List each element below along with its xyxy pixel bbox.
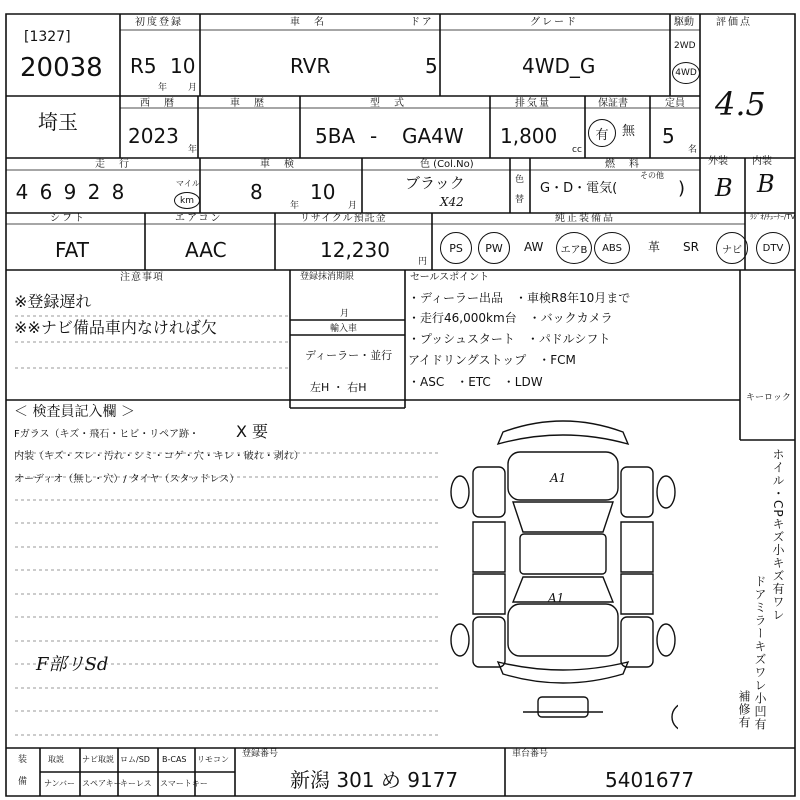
label-notes: 注意事項	[120, 272, 164, 283]
label-warranty: 保証書	[598, 98, 628, 109]
fuel-text: G・D・電気(	[540, 181, 618, 196]
label-equipment: 純正装備品	[555, 213, 615, 224]
import-title: 輸入車	[330, 324, 358, 334]
warranty-no: 無	[622, 124, 636, 139]
label-inspector: ＜ 検査員記入欄 ＞	[14, 404, 135, 420]
label-inspection: 車 歴	[230, 98, 266, 109]
bottom-label-navi-manual: ナビ取説	[82, 755, 114, 764]
label-fuel: 燃 料	[605, 159, 641, 170]
recycle: 12,230	[320, 238, 390, 262]
equipment-leather: 革	[648, 240, 661, 254]
equipment-label: PW	[485, 241, 503, 255]
color-label-a: 色	[515, 175, 525, 185]
front-left-fender	[473, 467, 505, 517]
label-sales-points: セールスポイント	[410, 272, 490, 283]
roof	[520, 534, 606, 574]
first-reg-nen: 年	[158, 83, 168, 93]
mileage-unit-km: km	[180, 195, 194, 206]
label-type: 型 式	[370, 98, 406, 109]
shift: FAT	[55, 238, 90, 262]
label-shift: シフト	[50, 213, 86, 224]
side-note-col3: 補修有	[737, 690, 751, 729]
color-label-b: 替	[515, 195, 525, 205]
rear-left-quarter	[473, 617, 505, 667]
equipment-airbag	[556, 232, 592, 264]
label-drive: 駆動	[674, 17, 694, 28]
shaken-month: 10	[310, 180, 336, 204]
label-radio: ﾗｼﾞｵ/ﾁｭｰﾅｰ/TV	[750, 213, 796, 221]
wheel-front-left	[451, 476, 469, 508]
equipment-abs	[594, 232, 630, 264]
left-rear-door	[473, 574, 505, 614]
bottom-label-keyless: キーレス	[120, 779, 152, 788]
score-value: 4.5	[715, 85, 766, 123]
drive-4wd: 4WD	[675, 68, 697, 78]
exterior-grade: B	[715, 174, 733, 202]
sales-point: ・ASC ・ETC ・LDW	[408, 375, 543, 389]
inspector-line: Fガラス（キズ・飛石・ヒビ・リペア跡・	[14, 429, 200, 440]
bottom-side-label-b: 備	[18, 777, 28, 787]
label-score: 評価点	[716, 17, 752, 28]
displacement-unit: cc	[572, 145, 582, 155]
label-capacity: 定員	[665, 98, 685, 109]
bottom-side-label-a: 装	[18, 755, 28, 765]
label-car-name: 車 名	[290, 17, 326, 28]
bottom-label-spare-key: スペアキー	[82, 779, 122, 788]
fuel-close: )	[678, 178, 686, 199]
side-note-col1: ホイル・CPキズ小キズ有ワレ	[771, 448, 785, 622]
label-shaken: 車 検	[260, 159, 296, 170]
handwritten-note: F部リSd	[36, 654, 109, 675]
first-reg-tsuki: 月	[188, 83, 198, 93]
prefecture: 埼玉	[38, 110, 78, 134]
model-year-suffix: 年	[188, 145, 198, 155]
mileage-digit: 9	[63, 180, 77, 204]
reg-deadline-month: 月	[340, 309, 350, 319]
grade: 4WD_G	[522, 54, 596, 78]
sales-point: アイドリングストップ ・FCM	[408, 353, 576, 367]
note-line: ※※ナビ備品車内なければ欠	[14, 318, 217, 337]
capacity-unit: 名	[688, 145, 698, 155]
label-doors: ドア	[410, 17, 434, 28]
equipment-aw: AW	[524, 240, 544, 254]
label-first-reg: 初度登録	[135, 17, 183, 28]
bottom-label-rom: ロム/SD	[120, 755, 150, 764]
shaken-year: 8	[250, 180, 263, 204]
capacity: 5	[662, 124, 675, 148]
mileage-digit: 4	[15, 180, 29, 204]
label-reg-deadline: 登録抹消期限	[300, 272, 355, 282]
mileage-digits	[14, 180, 126, 204]
mileage-digit: 2	[87, 180, 101, 204]
recycle-unit: 円	[418, 257, 428, 267]
equipment-label: ナビ	[722, 244, 742, 256]
auction-number: 20038	[20, 53, 103, 83]
first-reg-month: 10	[170, 54, 196, 78]
label-recycle: リサイクル預託金	[300, 213, 387, 224]
right-rear-door	[621, 574, 653, 614]
diagram-mark-rear: A1	[548, 591, 565, 605]
aircon: AAC	[185, 238, 227, 262]
label-grade: グレード	[530, 17, 578, 28]
wheel-rear-right	[657, 624, 675, 656]
sales-point: ・プッシュスタート ・パドルシフト	[408, 332, 611, 346]
equipment-sr: SR	[683, 240, 699, 254]
label-model-year: 西 暦	[140, 98, 176, 109]
model-year: 2023	[128, 124, 179, 148]
label-interior: 内装	[752, 156, 772, 167]
mileage-unit-mile: マイル	[176, 179, 200, 188]
wheel-rear-left	[451, 624, 469, 656]
equipment-navi	[716, 232, 748, 264]
doors: 5	[425, 54, 438, 78]
interior-grade: B	[757, 170, 775, 198]
inspector-line: 内装（キズ・スレ・汚れ・シミ・コゲ・穴・キレ・破れ・剥れ）	[14, 451, 304, 462]
bottom-label-bcas: B-CAS	[162, 755, 187, 764]
label-chassis-no: 車台番号	[512, 749, 549, 759]
label-aircon: エアコン	[175, 213, 223, 224]
label-keyless: キーロック	[746, 393, 791, 403]
equipment-label: ABS	[602, 242, 622, 254]
label-exterior: 外装	[708, 156, 728, 167]
note-line: ※登録遅れ	[14, 292, 92, 311]
mileage-km-circle	[174, 192, 200, 209]
windshield	[513, 502, 613, 532]
mileage-digit: 6	[39, 180, 53, 204]
bottom-label-plate: ナンバー	[44, 779, 76, 788]
tailgate	[508, 604, 618, 656]
drive-2wd: 2WD	[674, 41, 696, 51]
shaken-nen: 年	[290, 201, 300, 211]
warranty-yes-circle	[588, 119, 616, 147]
diagram-mark-front: A1	[550, 471, 567, 485]
rear-bumper	[498, 662, 628, 683]
displacement: 1,800	[500, 124, 558, 148]
equipment-label: エアB	[560, 244, 588, 256]
mileage-digit: 8	[111, 180, 125, 204]
spare-tire	[672, 703, 678, 731]
front-bumper	[498, 421, 628, 444]
warranty-yes: 有	[595, 127, 609, 143]
fuel-other: その他	[640, 171, 664, 180]
wheel-front-right	[657, 476, 675, 508]
shaken-tsuki: 月	[348, 201, 358, 211]
first-reg-era: R5	[130, 54, 157, 78]
right-front-door	[621, 522, 653, 572]
sales-point: ・走行46,000km台 ・バックカメラ	[408, 311, 613, 325]
type-dash: -	[370, 124, 378, 148]
rear-right-quarter	[621, 617, 653, 667]
equipment-label: DTV	[762, 242, 784, 254]
import-dealer: ディーラー・並行	[305, 349, 393, 362]
import-hand: 左H ・ 右H	[310, 381, 367, 394]
bottom-label-manual: 取説	[48, 755, 64, 764]
left-front-door	[473, 522, 505, 572]
color-code: X42	[440, 195, 464, 209]
rear-panel	[538, 697, 588, 717]
sales-point: ・ディーラー出品 ・車検R8年10月まで	[408, 291, 631, 305]
bottom-label-remote: リモコン	[197, 755, 229, 764]
car-diagram	[448, 412, 678, 742]
bottom-label-smart-key: スマートキー	[160, 779, 208, 788]
inspector-line: オーディオ（無し・穴）/ タイヤ（スタッドレス）	[14, 474, 240, 485]
label-color: 色 (Col.No)	[420, 159, 474, 170]
drive-4wd-circle	[672, 62, 700, 84]
fglass-mark: X 要	[236, 422, 269, 441]
chassis-no: 5401677	[605, 768, 695, 792]
equipment-pw	[478, 232, 510, 264]
label-mileage: 走 行	[95, 159, 131, 170]
reg-no: 新潟 301 め 9177	[290, 768, 459, 792]
car-name: RVR	[290, 54, 331, 78]
type-prefix: 5BA	[315, 124, 356, 148]
label-displacement: 排気量	[515, 98, 551, 109]
color-name: ブラック	[405, 174, 465, 192]
label-reg-no: 登録番号	[242, 749, 279, 759]
equipment-ps	[440, 232, 472, 264]
front-right-fender	[621, 467, 653, 517]
type-model: GA4W	[402, 124, 464, 148]
lot-number: [1327]	[24, 29, 71, 45]
side-note-col2: ドアミラーキズワレ小凹有	[753, 575, 767, 731]
equipment-dtv	[756, 232, 790, 264]
equipment-label: PS	[449, 241, 463, 255]
